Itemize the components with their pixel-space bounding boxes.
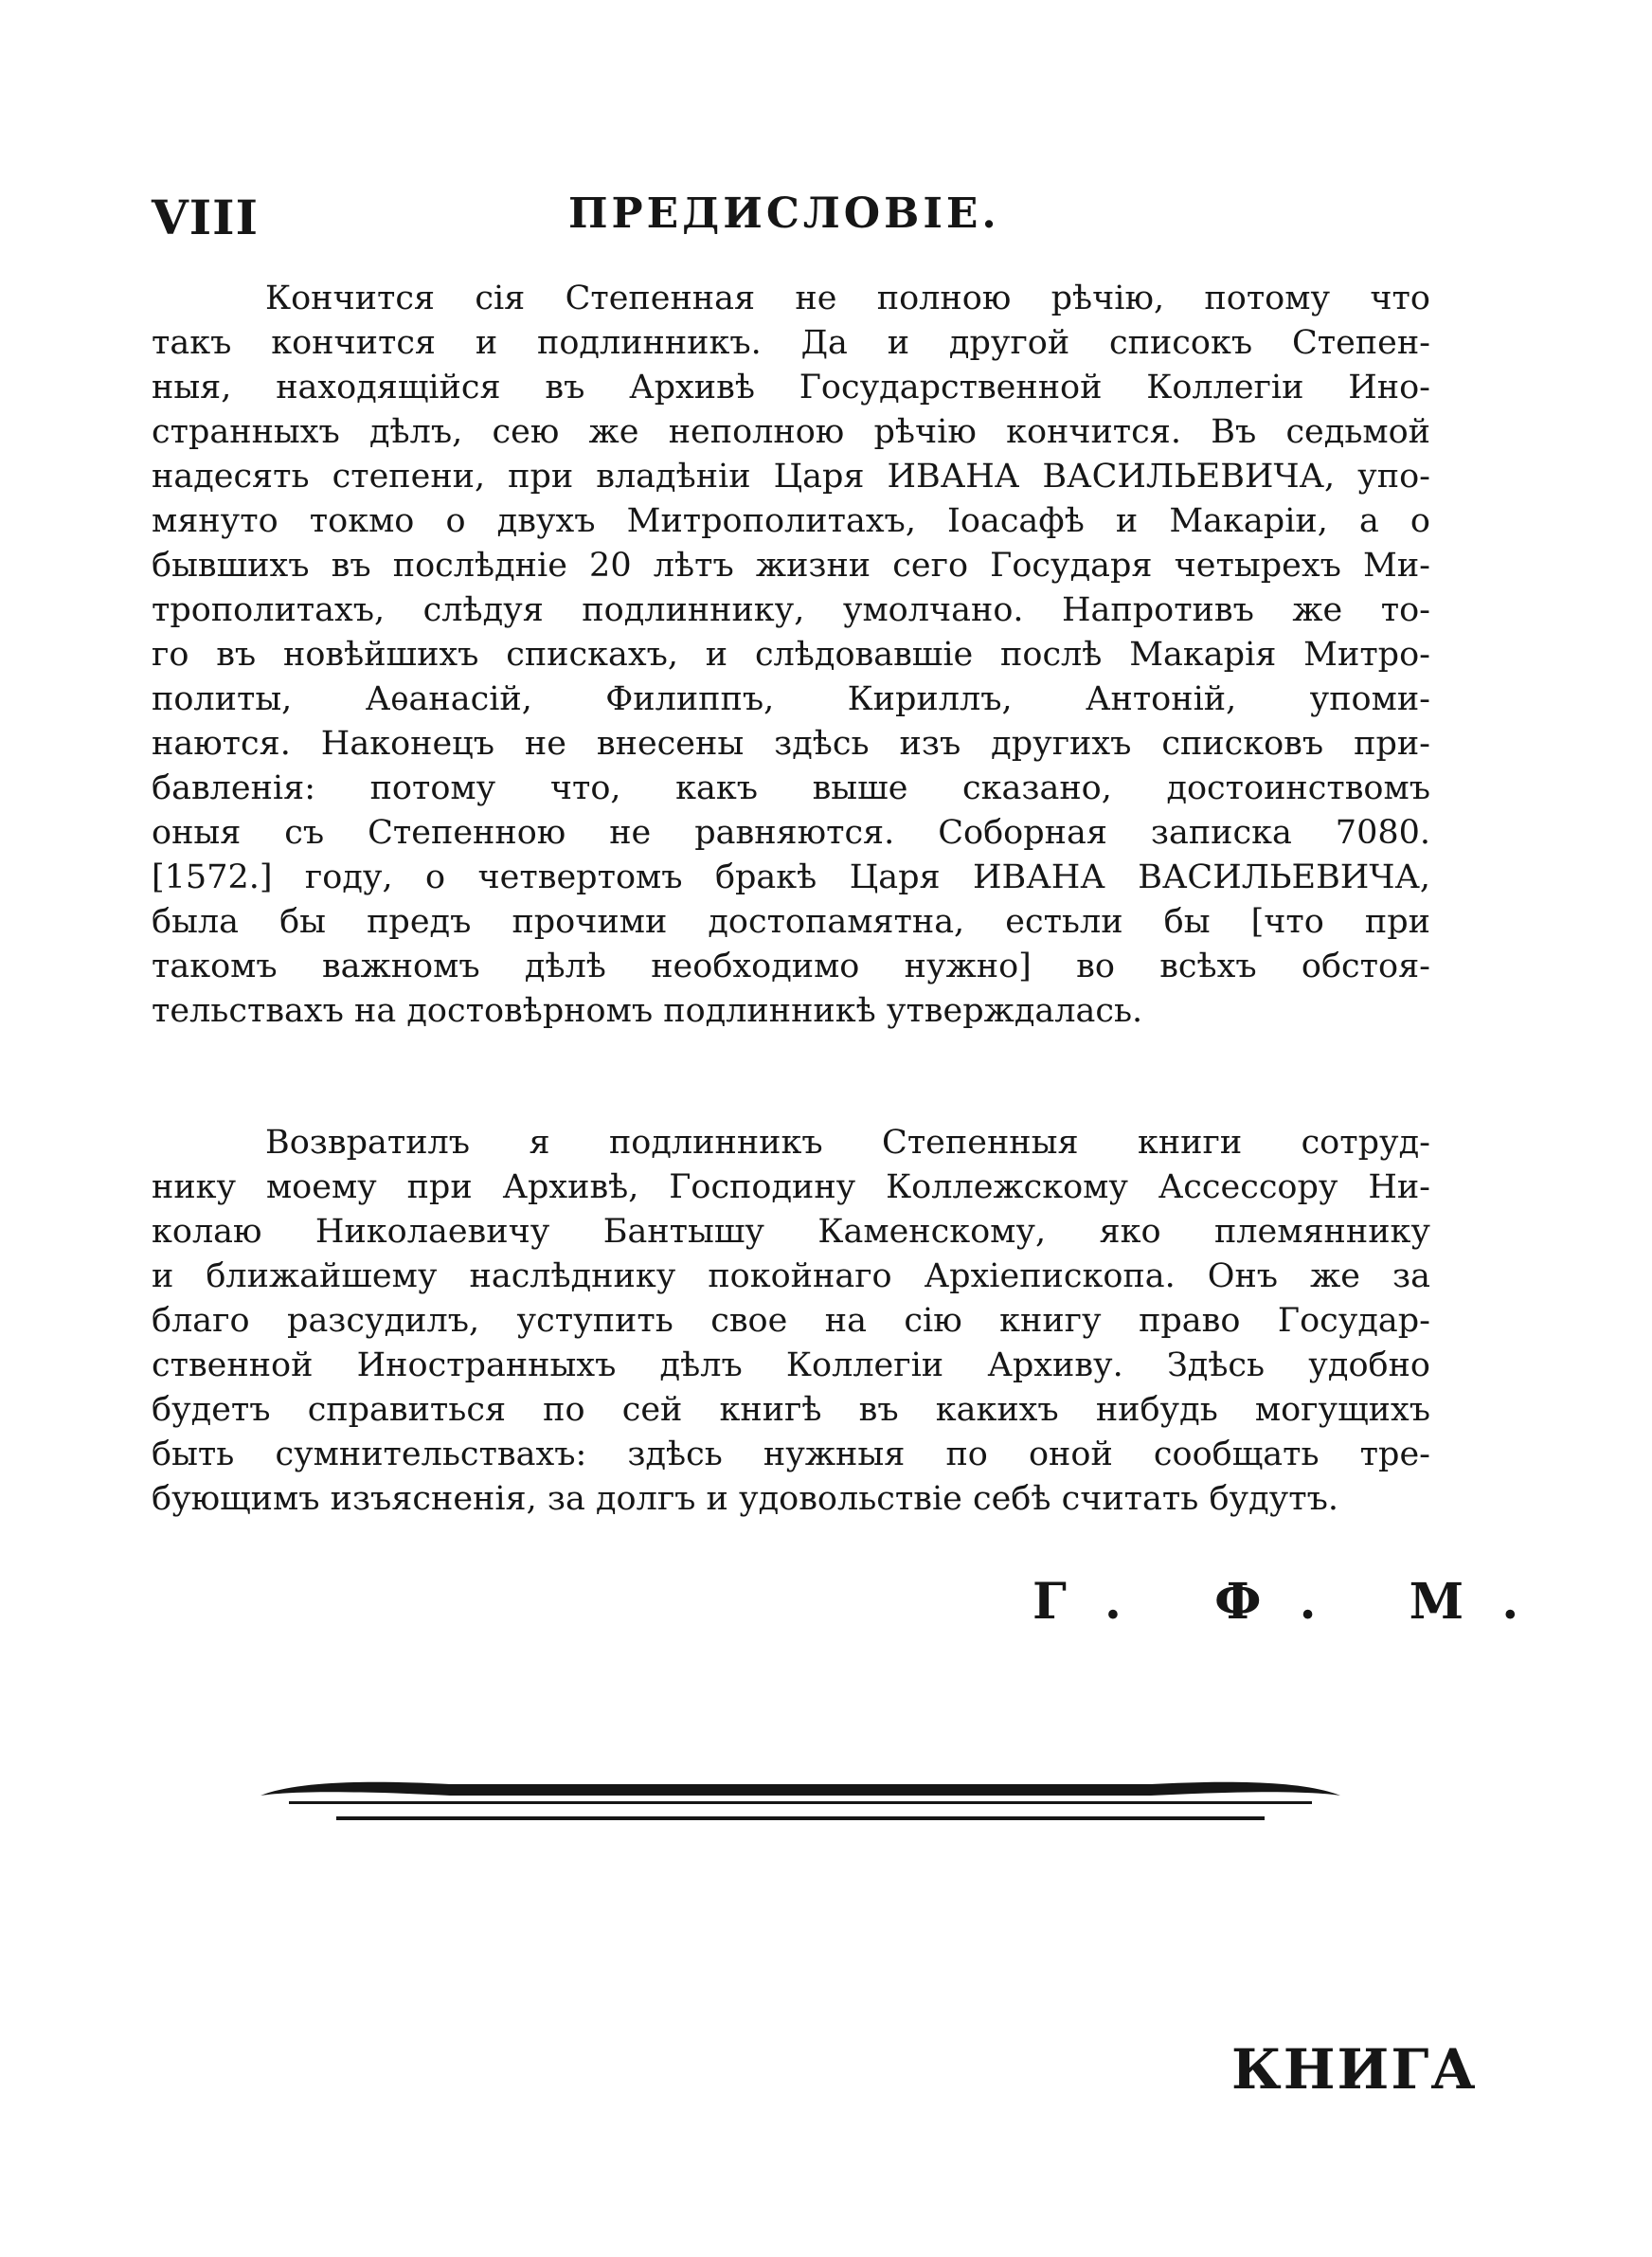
text-line: колаю Николаевичу Бантышу Каменскому, яко племяннику	[152, 1213, 1430, 1251]
text-line: и ближайшему наслѣднику покойнаго Архіепископа. Онъ же за	[152, 1257, 1430, 1295]
ornamental-rule	[260, 1767, 1340, 1833]
text-line: тельствахъ на достовѣрномъ подлинникѣ утверждалась.	[152, 992, 1143, 1030]
text-line: го въ новѣйшихъ спискахъ, и слѣдовавшіе послѣ Макарія Митро-	[152, 636, 1430, 674]
text-line: надесять степени, при владѣніи Царя ИВАНА ВАСИЛЬЕВИЧА, упо-	[152, 458, 1430, 496]
text-line: быть сумнительствахъ: здѣсь нужныя по оной сообщать тре-	[152, 1435, 1430, 1473]
paragraph-1	[152, 277, 1430, 1034]
text-line: нику моему при Архивѣ, Господину Коллежскому Ассессору Ни-	[152, 1168, 1430, 1206]
text-line: благо разсудилъ, уступить свое на сію книгу право Государ-	[152, 1302, 1430, 1340]
text-line: мянуто токмо о двухъ Митрополитахъ, Іоасафѣ и Макаріи, а о	[152, 502, 1430, 540]
rule-thin-bottom	[336, 1816, 1265, 1820]
text-line: ственной Иностранныхъ дѣлъ Коллегіи Архиву. Здѣсь удобно	[152, 1346, 1430, 1384]
running-head: ПРЕДИСЛОВІЕ.	[568, 190, 1000, 238]
text-line: была бы предъ прочими достопамятна, естьли бы [что при	[152, 903, 1430, 941]
text-line: ныя, находящійся въ Архивѣ Государственной Коллегіи Ино-	[152, 369, 1430, 406]
text-line: такъ кончится и подлинникъ. Да и другой списокъ Степен-	[152, 324, 1430, 362]
text-line: Возвратилъ я подлинникъ Степенныя книги сотруд-	[265, 1124, 1430, 1162]
catchword: КНИГА	[1231, 2037, 1478, 2102]
text-line: будетъ справиться по сей книгѣ въ какихъ нибудь могущихъ	[152, 1391, 1430, 1429]
text-line: наются. Наконецъ не внесены здѣсь изъ другихъ списковъ при-	[152, 725, 1430, 763]
text-line: [1572.] году, о четвертомъ бракѣ Царя ИВАНА ВАСИЛЬЕВИЧА,	[152, 858, 1430, 896]
text-line: странныхъ дѣлъ, сею же неполною рѣчію кончится. Въ седьмой	[152, 413, 1430, 451]
text-line: оныя съ Степенною не равняются. Соборная записка 7080.	[152, 814, 1430, 852]
paragraph-2	[152, 1121, 1430, 1522]
text-line: политы, Аѳанасій, Филиппъ, Кириллъ, Антоній, упоми-	[152, 680, 1430, 718]
text-line: бывшихъ въ послѣдніе 20 лѣтъ жизни сего Государя четырехъ Ми-	[152, 547, 1430, 585]
page-number: VIII	[152, 190, 259, 245]
text-line: бующимъ изъясненія, за долгъ и удовольствіе себѣ считать будутъ.	[152, 1480, 1339, 1518]
text-line: трополитахъ, слѣдуя подлиннику, умолчано. Напротивъ же то-	[152, 591, 1430, 629]
rule-swell	[260, 1782, 1340, 1796]
signature-initials: Г. Ф. М.	[1032, 1573, 1557, 1631]
rule-thin-top	[289, 1801, 1312, 1804]
text-line: бавленія: потому что, какъ выше сказано, достоинствомъ	[152, 769, 1430, 807]
text-line: такомъ важномъ дѣлѣ необходимо нужно] во всѣхъ обстоя-	[152, 948, 1430, 985]
text-line: Кончится сія Степенная не полною рѣчію, потому что	[265, 280, 1430, 317]
